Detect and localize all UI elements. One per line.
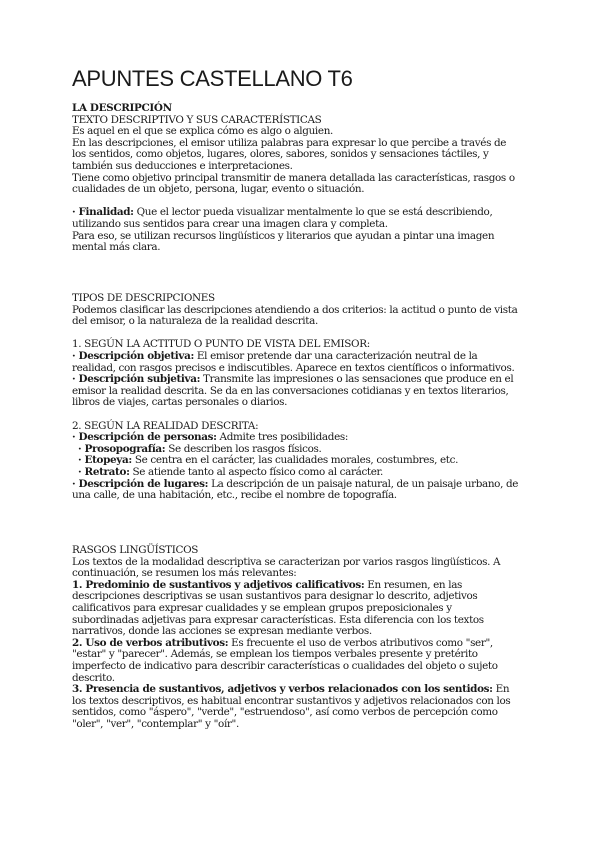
section-heading: RASGOS LINGÜÍSTICOS xyxy=(72,544,199,556)
item-label: · Descripción subjetiva: xyxy=(72,373,201,386)
item-label: · Prosopografía: xyxy=(78,442,166,455)
paragraph: Para eso, se utilizan recursos lingüísticos y literarios que ayudan a pintar una imagen mental más clara. xyxy=(72,229,495,254)
paragraph: Tiene como objetivo principal transmitir de manera detallada las características, rasgos o cualidades de un objeto, persona, lugar, evento o situación. xyxy=(72,171,515,196)
item-label: 2. Uso de verbos atributivos: xyxy=(72,636,229,649)
item-label: 3. Presencia de sustantivos, adjetivos y verbos relacionados con los sentidos: xyxy=(72,683,493,696)
list-item xyxy=(72,479,520,502)
item-text: La descripción de un paisaje natural, de un paisaje urbano, de una calle, de una habitación, etc., recibe el nombre de topografía. xyxy=(72,477,519,502)
paragraph: En las descripciones, el emisor utiliza palabras para expresar lo que percibe a través de los sentidos, como objetos, lugares, olores, sabores, sonidos y sensaciones táctiles, y también sus deducciones e interpretaciones. xyxy=(72,136,507,172)
section-tipos xyxy=(72,293,520,502)
item-label: · Descripción de lugares: xyxy=(72,477,209,490)
finalidad-text: Que el lector pueda visualizar mentalmente lo que se está describiendo, utilizando sus sentidos para crear una imagen clara y completa. xyxy=(72,206,493,230)
item-text: Se atiende tanto al aspecto físico como al carácter. xyxy=(129,465,383,478)
item-text: En los textos descriptivos, es habitual encontrar sustantivos y adjetivos relacionados con los sentidos, como "áspero", "verde", "estruendoso", así como verbos de percepción como "oler", "ver", "contemplar" y "oír". xyxy=(72,683,511,730)
item-text: Admite tres posibilidades: xyxy=(216,431,348,444)
subsection-heading: 1. SEGÚN LA ACTITUD O PUNTO DE VISTA DEL EMISOR: xyxy=(72,338,370,351)
item-label: · Descripción objetiva: xyxy=(72,349,194,362)
item-text: Se centra en el carácter, las cualidades morales, costumbres, etc. xyxy=(131,454,459,467)
item-label: · Etopeya: xyxy=(78,454,132,467)
section-heading: LA DESCRIPCIÓN xyxy=(72,102,172,114)
finalidad-paragraph xyxy=(72,207,520,230)
item-text: Es frecuente el uso de verbos atributivos como "ser", "estar" y "parecer". Además, se emplean los tiempos verbales presente y pretérito imperfecto de indicativo para describir características o cualidades del objeto o sujeto descrito. xyxy=(72,636,498,684)
paragraph: Podemos clasificar las descripciones atendiendo a dos criterios: la actitud o punto de vista del emisor, o la naturaleza de la realidad descrita. xyxy=(72,303,518,328)
item-label: · Descripción de personas: xyxy=(72,431,217,444)
item-text: Transmite las impresiones o las sensaciones que produce en el emisor la realidad descrita. Se da en las conversaciones cotidianas y en textos literarios, libros de viajes, cartas personales o diarios. xyxy=(72,373,514,409)
list-item xyxy=(72,351,520,374)
item-label: · Retrato: xyxy=(78,465,130,478)
list-item xyxy=(72,684,520,730)
list-item xyxy=(72,580,520,638)
paragraph: Los textos de la modalidad descriptiva se caracterizan por varios rasgos lingüísticos. A continuación, se resumen los más relevantes: xyxy=(72,555,501,580)
list-item xyxy=(72,638,520,684)
item-text: Se describen los rasgos físicos. xyxy=(165,442,322,455)
list-item xyxy=(72,374,520,409)
finalidad-label: · Finalidad: xyxy=(72,206,134,219)
item-text: El emisor pretende dar una caracterización neutral de la realidad, con rasgos precisos e indiscutibles. Aparece en textos científicos o informativos. xyxy=(72,349,515,374)
section-heading: TIPOS DE DESCRIPCIONES xyxy=(72,292,215,304)
section-descripcion xyxy=(72,103,520,254)
document-title: APUNTES CASTELLANO T6 xyxy=(72,66,353,91)
item-label: 1. Predominio de sustantivos y adjetivos calificativos: xyxy=(72,578,365,591)
section-subheading: TEXTO DESCRIPTIVO Y SUS CARACTERÍSTICAS xyxy=(72,113,322,126)
section-rasgos xyxy=(72,545,520,731)
paragraph: Es aquel en el que se explica cómo es algo o alguien. xyxy=(72,125,333,138)
subsection-heading: 2. SEGÚN LA REALIDAD DESCRITA: xyxy=(72,419,259,432)
item-text: En resumen, en las descripciones descriptivas se usan sustantivos para designar lo descrito, adjetivos calificativos para expresar cualidades y se emplean grupos preposicionales y subordinadas adjetivas para expresar características. Esta diferencia con los textos narrativos, donde las acciones se expresan mediante verbos. xyxy=(72,578,484,638)
